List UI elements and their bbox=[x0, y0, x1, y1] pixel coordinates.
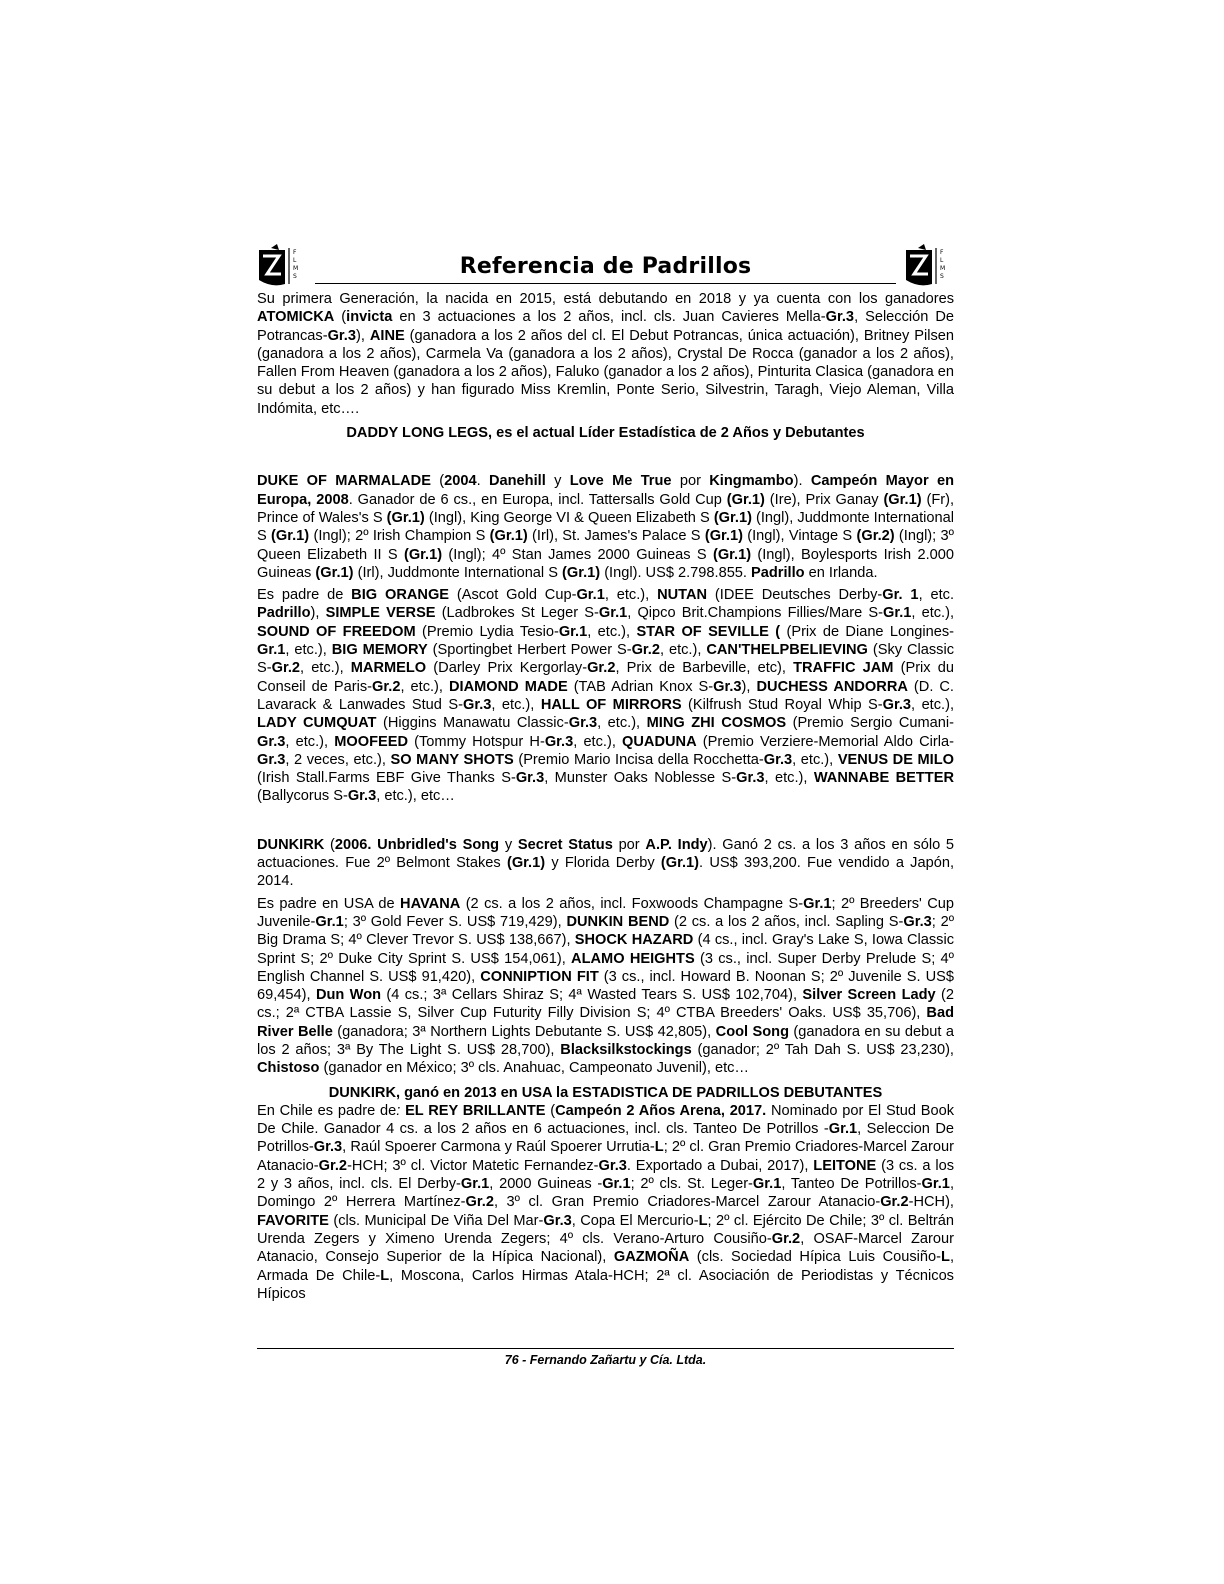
paragraph-dunkirk-usa: Es padre en USA de HAVANA (2 cs. a los 2 años, incl. Foxwoods Champagne S-Gr.1; 2º Breeders' Cup Juvenile-Gr.1; 3º Gold Fever S. US$ 719,429), DUNKIN BEND (2 cs. a los 2 años, incl. Sapling S-Gr.3; 2º Big Drama S; 4º Clever Trevor S. US$ 138,667), SHOCK HAZARD (4 cs., incl. Gray's Lake S, Iowa Classic Sprint S; 2º Duke City Sprint S. US$ 154,061), ALAMO HEIGHTS (3 cs., incl. Super Derby Prelude S; 4º English Channel S. US$ 91,420), CONNIPTION FIT (3 cs., incl. Howard B. Noonan S; 2º Juvenile S. US$ 69,454), Dun Won (4 cs.; 3ª Cellars Shiraz S; 4ª Wasted Tears S. US$ 102,704), Silver Screen Lady (2 cs.; 2ª CTBA Lassie S, Silver Cup Futurity Filly Division S; 4º CTBA Breeders' Oaks. US$ 35,706), Bad River Belle (ganadora; 3ª Northern Lights Debutante S. US$ 42,805), Cool Song (ganadora en su debut a los 2 años; 3ª By The Light S. US$ 28,700), Blacksilkstockings (ganador; 2º Tah Dah S. US$ 23,230), Chistoso (ganador en México; 3º cls. Anahuac, Campeonato Juvenil), etc… bbox=[257, 895, 955, 1077]
svg-text:F: F bbox=[293, 249, 297, 256]
paragraph-duke-of-marmalade: DUKE OF MARMALADE (2004. Danehill y Love Me True por Kingmambo). Campeón Mayor en Europa, 2008. Ganador de 6 cs., en Europa, incl. Tattersalls Gold Cup (Gr.1) (Ire), Prix Ganay (Gr.1) (Fr), Prince of Wales's S (Gr.1) (Ingl), King George VI & Queen Elizabeth S (Gr.1) (Ingl), Juddmonte International S (Gr.1) (Ingl); 2º Irish Champion S (Gr.1) (Irl), St. James's Palace S (Gr.1) (Ingl), Vintage S (Gr.2) (Ingl); 3º Queen Elizabeth II S (Gr.1) (Ingl); 4º Stan James 2000 Guineas S (Gr.1) (Ingl), Boylesports Irish 2.000 Guineas (Gr.1) (Irl), Juddmonte International S (Gr.1) (Ingl). US$ 2.798.855. Padrillo en Irlanda. bbox=[257, 473, 955, 581]
logo-right-icon bbox=[904, 244, 954, 288]
svg-text:L: L bbox=[940, 257, 944, 264]
svg-text:M: M bbox=[293, 265, 299, 272]
paragraph-first-generation: Su primera Generación, la nacida en 2015, está debutando en 2018 y ya cuenta con los ganadores ATOMICKA (invicta en 3 actuaciones a los 2 años, incl. cls. Juan Cavieres Mella-Gr.3, Selección De Potrancas-Gr.3), AINE (ganadora a los 2 años del cl. El Debut Potrancas, única actuación), Britney Pilsen (ganadora a los 2 años), Carmela Va (ganadora a los 2 años), Crystal De Rocca (ganador a los 2 años), Fallen From Heaven (ganadora a los 2 años), Faluko (ganador a los 2 años), Pinturita Clasica (ganadora en su debut a los 2 años) y han figurado Miss Kremlin, Ponte Serio, Silvestrin, Taragh, Viejo Aleman, Villa Indómita, etc…. bbox=[257, 291, 954, 417]
page-header bbox=[257, 244, 954, 290]
page bbox=[257, 244, 954, 1303]
svg-text:M: M bbox=[940, 265, 946, 272]
paragraph-duke-progeny: Es padre de BIG ORANGE (Ascot Gold Cup-Gr.1, etc.), NUTAN (IDEE Deutsches Derby-Gr. 1, etc. Padrillo), SIMPLE VERSE (Ladbrokes St Leger S-Gr.1, Qipco Brit.Champions Fillies/Mare S-Gr.1, etc.), SOUND OF FREEDOM (Premio Lydia Tesio-Gr.1, etc.), STAR OF SEVILLE ( (Prix de Diane Longines-Gr.1, etc.), BIG MEMORY (Sportingbet Herbert Power S-Gr.2, etc.), CAN'THELPBELIEVING (Sky Classic S-Gr.2, etc.), MARMELO (Darley Prix Kergorlay-Gr.2, Prix de Barbeville, etc), TRAFFIC JAM (Prix du Conseil de Paris-Gr.2, etc.), DIAMOND MADE (TAB Adrian Knox S-Gr.3), DUCHESS ANDORRA (D. C. Lavarack & Lanwades Stud S-Gr.3, etc.), HALL OF MIRRORS (Kilfrush Stud Royal Whip S-Gr.3, etc.), LADY CUMQUAT (Higgins Manawatu Classic-Gr.3, etc.), MING ZHI COSMOS (Premio Sergio Cumani-Gr.3, etc.), MOOFEED (Tommy Hotspur H-Gr.3, etc.), QUADUNA (Premio Verziere-Memorial Aldo Cirla-Gr.3, 2 veces, etc.), SO MANY SHOTS (Premio Mario Incisa della Rocchetta-Gr.3, etc.), VENUS DE MILO (Irish Stall.Farms EBF Give Thanks S-Gr.3, Munster Oaks Noblesse S-Gr.3, etc.), WANNABE BETTER (Ballycorus S-Gr.3, etc.), etc… bbox=[257, 587, 955, 805]
svg-text:L: L bbox=[293, 257, 297, 264]
svg-text:F: F bbox=[940, 249, 944, 256]
document-body bbox=[257, 290, 954, 1303]
page-footer: 76 - Fernando Zañartu y Cía. Ltda. bbox=[257, 1348, 954, 1367]
logo-left-icon bbox=[257, 244, 307, 288]
svg-text:S: S bbox=[940, 273, 944, 280]
headline-daddy-long-legs: DADDY LONG LEGS, es el actual Líder Estadística de 2 Años y Debutantes bbox=[346, 425, 865, 442]
headline-dunkirk-statistic: DUNKIRK, ganó en 2013 en USA la ESTADISTICA DE PADRILLOS DEBUTANTES bbox=[328, 1084, 883, 1101]
page-title: Referencia de Padrillos bbox=[315, 254, 896, 284]
paragraph-dunkirk: DUNKIRK (2006. Unbridled's Song y Secret Status por A.P. Indy). Ganó 2 cs. a los 3 años en sólo 5 actuaciones. Fue 2º Belmont Stakes (Gr.1) y Florida Derby (Gr.1). US$ 393,200. Fue vendido a Japón, 2014. bbox=[257, 836, 955, 890]
paragraph-dunkirk-chile: En Chile es padre de: EL REY BRILLANTE (Campeón 2 Años Arena, 2017. Nominado por El Stud Book De Chile. Ganador 4 cs. a los 2 años en 6 actuaciones, incl. cls. Tanteo De Potrillos -Gr.1, Seleccion De Potrillos-Gr.3, Raúl Spoerer Carmona y Raúl Spoerer Urrutia-L; 2º cl. Gran Premio Criadores-Marcel Zarour Atanacio-Gr.2-HCH; 3º cl. Victor Matetic Fernandez-Gr.3. Exportado a Dubai, 2017), LEITONE (3 cs. a los 2 y 3 años, incl. cls. El Derby-Gr.1, 2000 Guineas -Gr.1; 2º cls. St. Leger-Gr.1, Tanteo De Potrillos-Gr.1, Domingo 2º Herrera Martínez-Gr.2, 3º cl. Gran Premio Criadores-Marcel Zarour Atanacio-Gr.2-HCH), FAVORITE (cls. Municipal De Viña Del Mar-Gr.3, Copa El Mercurio-L; 2º cl. Ejército De Chile; 3º cl. Beltrán Urenda Zegers y Ximeno Urenda Zegers; 4º cls. Verano-Arturo Cousiño-Gr.2, OSAF-Marcel Zarour Atanacio, Consejo Superior de la Hípica Nacional), GAZMOÑA (cls. Sociedad Hípica Luis Cousiño-L, Armada De Chile-L, Moscona, Carlos Hirmas Atala-HCH; 2ª cl. Asociación de Periodistas y Técnicos Hípicos bbox=[257, 1102, 955, 1302]
svg-text:S: S bbox=[293, 273, 297, 280]
